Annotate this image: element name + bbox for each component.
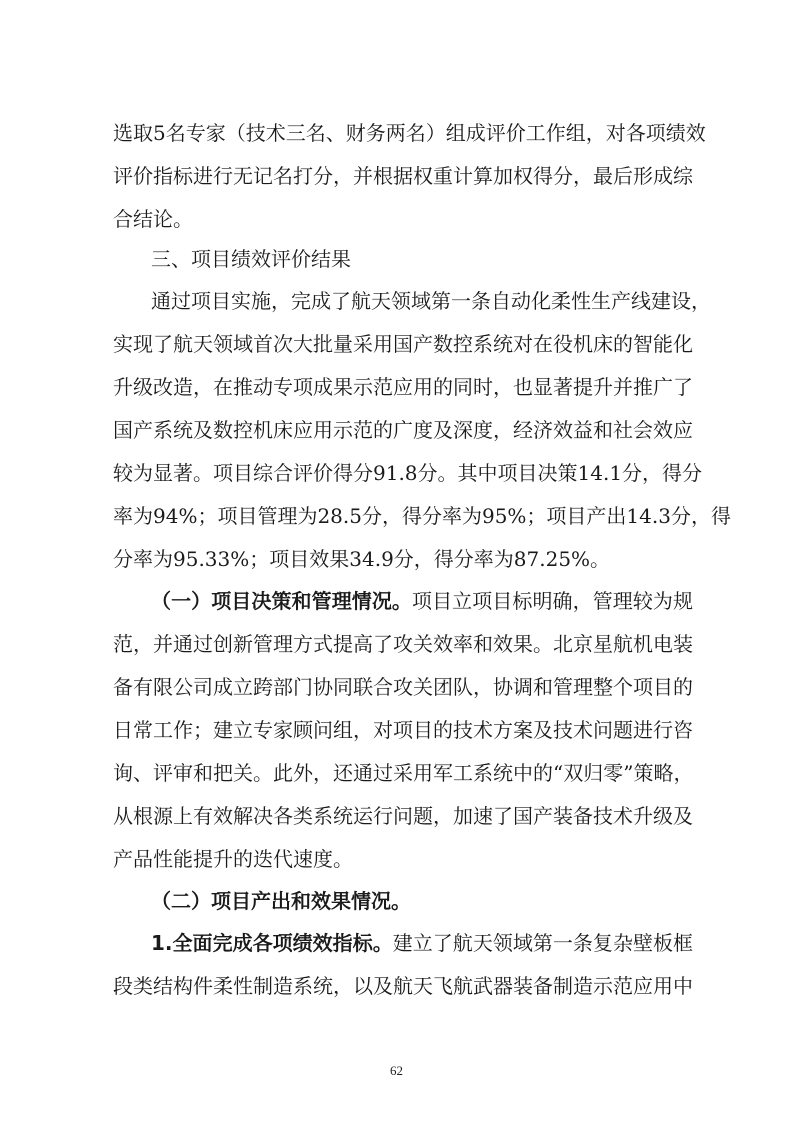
paragraph-line: 范，并通过创新管理方式提高了攻关效率和效果。北京星航机电装 bbox=[113, 632, 693, 656]
section-heading: 三、项目绩效评价结果 bbox=[151, 247, 351, 271]
paragraph-line: 实现了航天领域首次大批量采用国产数控系统对在役机床的智能化 bbox=[113, 332, 693, 356]
paragraph-text: 建立了航天领域第一条复杂壁板框 bbox=[392, 931, 694, 955]
paragraph-line bbox=[151, 931, 693, 955]
page-number: 62 bbox=[390, 1063, 403, 1078]
subsection-heading: （二）项目产出和效果情况。 bbox=[151, 889, 411, 913]
paragraph-line: 备有限公司成立跨部门协同联合攻关团队，协调和管理整个项目的 bbox=[113, 675, 693, 699]
paragraph-line: 选取5名专家（技术三名、财务两名）组成评价工作组，对各项绩效 bbox=[113, 121, 706, 145]
paragraph-line: 通过项目实施，完成了航天领域第一条自动化柔性生产线建设， bbox=[151, 289, 711, 313]
paragraph-line: 升级改造，在推动专项成果示范应用的同时，也显著提升并推广了 bbox=[113, 375, 693, 399]
paragraph-text: 项目立项目标明确，管理较为规 bbox=[412, 589, 693, 613]
item-heading: 1.全面完成各项绩效指标。 bbox=[151, 931, 393, 955]
paragraph-line: 评价指标进行无记名打分，并根据权重计算加权得分，最后形成综 bbox=[113, 164, 693, 188]
paragraph-line: 询、评审和把关。此外，还通过采用军工系统中的“双归零”策略， bbox=[113, 761, 694, 785]
paragraph-line: 从根源上有效解决各类系统运行问题，加速了国产装备技术升级及 bbox=[113, 804, 693, 828]
paragraph-line: 较为显著。项目综合评价得分91.8分。其中项目决策14.1分，得分 bbox=[113, 461, 703, 485]
subsection-heading: （一）项目决策和管理情况。 bbox=[151, 589, 412, 613]
paragraph-line: 日常工作；建立专家顾问组，对项目的技术方案及技术问题进行咨 bbox=[113, 718, 693, 742]
paragraph-line: 合结论。 bbox=[113, 207, 193, 231]
paragraph-line: 产品性能提升的迭代速度。 bbox=[113, 847, 353, 871]
paragraph-line: 分率为95.33%；项目效果34.9分，得分率为87.25%。 bbox=[113, 547, 611, 571]
paragraph-line: 率为94%；项目管理为28.5分，得分率为95%；项目产出14.3分，得 bbox=[113, 504, 731, 528]
paragraph-line: 国产系统及数控机床应用示范的广度及深度，经济效益和社会效应 bbox=[113, 418, 693, 442]
paragraph-line bbox=[151, 589, 693, 613]
paragraph-line: 段类结构件柔性制造系统，以及航天飞航武器装备制造示范应用中 bbox=[113, 974, 693, 998]
